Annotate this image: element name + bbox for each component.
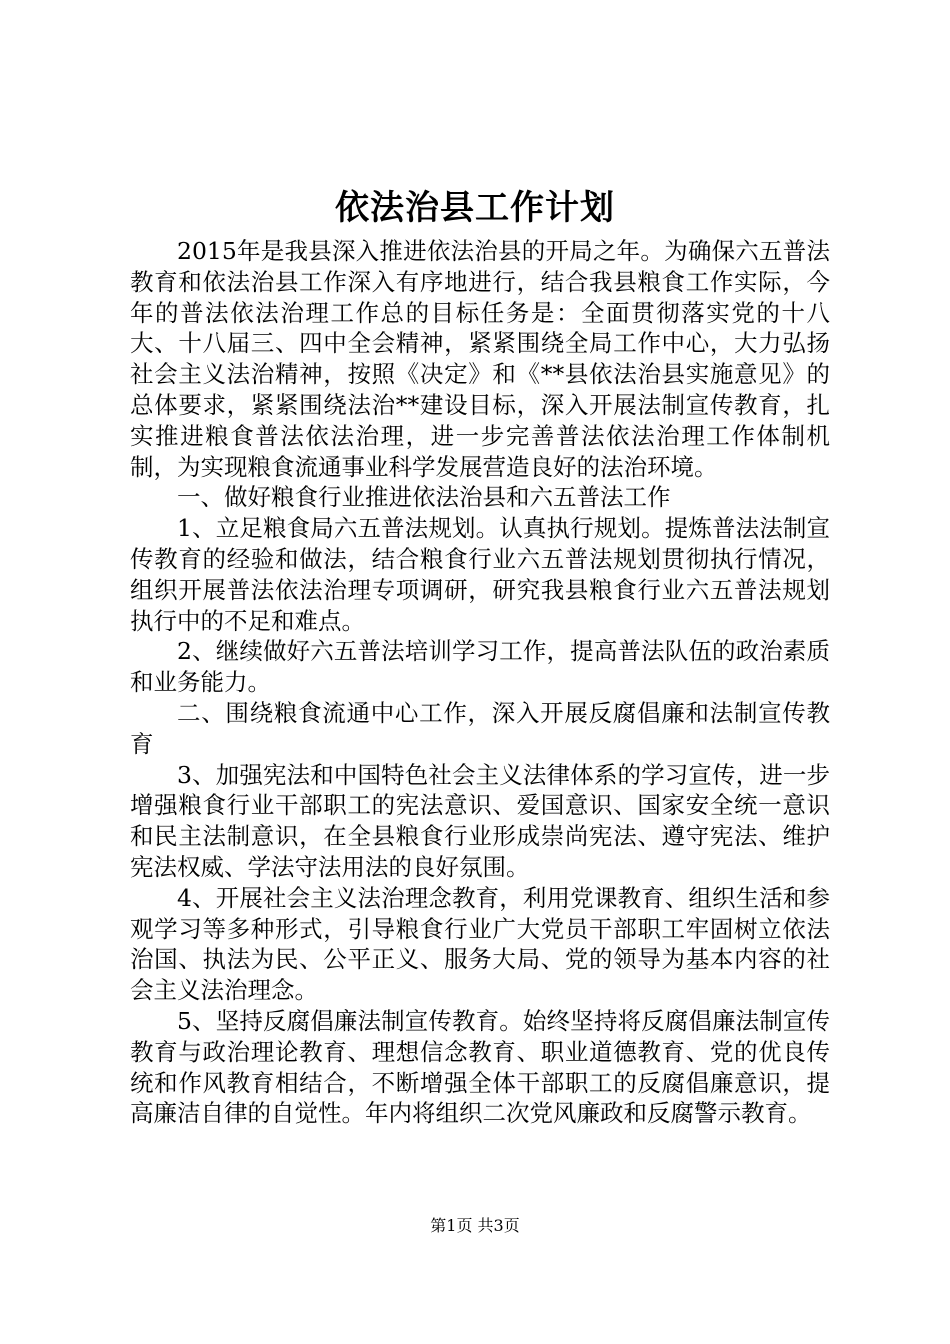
document-body	[130, 236, 830, 1129]
heading-section-1: 一、做好粮食行业推进依法治县和六五普法工作	[177, 483, 671, 512]
document-title: 依法治县工作计划	[335, 188, 615, 228]
heading-section-2: 二、围绕粮食流通中心工作，深入开展反腐倡廉和法制宣传教育	[130, 698, 830, 758]
paragraph-item-5: 5、坚持反腐倡廉法制宣传教育。始终坚持将反腐倡廉法制宣传教育与政治理论教育、理想信念教育、职业道德教育、党的优良传统和作风教育相结合，不断增强全体干部职工的反腐倡廉意识，提高廉洁自律的自觉性。年内将组织二次党风廉政和反腐警示教育。	[130, 1006, 830, 1128]
paragraph-item-2: 2、继续做好六五普法培训学习工作，提高普法队伍的政治素质和业务能力。	[130, 637, 830, 697]
paragraph-item-4: 4、开展社会主义法治理念教育，利用党课教育、组织生活和参观学习等多种形式，引导粮食行业广大党员干部职工牢固树立依法治国、执法为民、公平正义、服务大局、党的领导为基本内容的社会主义法治理念。	[130, 883, 830, 1005]
paragraph-item-1: 1、立足粮食局六五普法规划。认真执行规划。提炼普法法制宣传教育的经验和做法，结合粮食行业六五普法规划贯彻执行情况，组织开展普法依法治理专项调研，研究我县粮食行业六五普法规划执行中的不足和难点。	[130, 514, 830, 635]
paragraph-item-3: 3、加强宪法和中国特色社会主义法律体系的学习宣传，进一步增强粮食行业干部职工的宪法意识、爱国意识、国家安全统一意识和民主法制意识，在全县粮食行业形成崇尚宪法、遵守宪法、维护宪法权威、学法守法用法的良好氛围。	[130, 760, 830, 881]
paragraph-intro: 2015年是我县深入推进依法治县的开局之年。为确保六五普法教育和依法治县工作深入有序地进行，结合我县粮食工作实际，今年的普法依法治理工作总的目标任务是：全面贯彻落实党的十八大、十八届三、四中全会精神，紧紧围绕全局工作中心，大力弘扬社会主义法治精神，按照《决定》和《**县依法治县实施意见》的总体要求，紧紧围绕法治**建设目标，深入开展法制宣传教育，扎实推进粮食普法依法治理，进一步完善普法依法治理工作体制机制，为实现粮食流通事业科学发展营造良好的法治环境。	[130, 237, 830, 481]
page-footer: 第1页 共3页	[430, 1216, 520, 1235]
